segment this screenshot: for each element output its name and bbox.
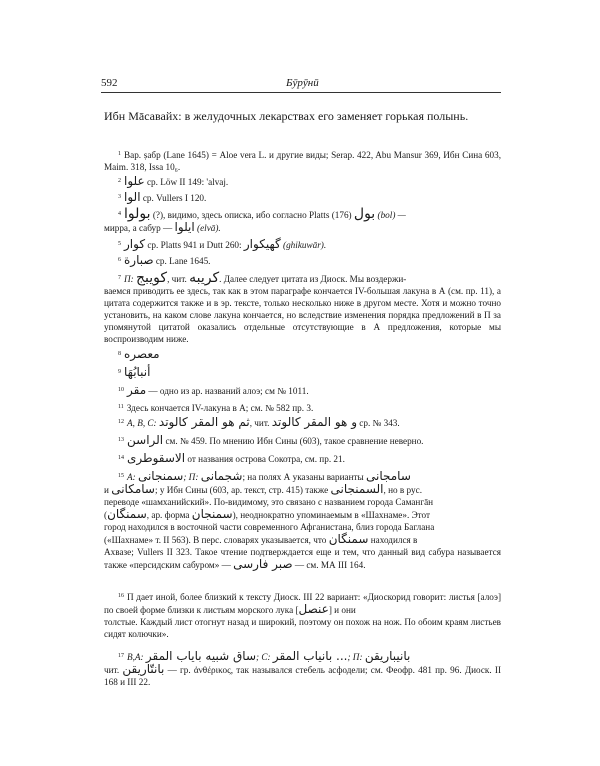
footnote-14: $^{14}$ الاسقوطرى от названия острова Сокотра, см. пр. 21.: [118, 451, 345, 465]
footnote-1-text: Вар. ṣабр (Lane 1645) = Aloe vera L. и другие виды; Serap. 422, Abu Mansur 369, Ибн Сина 603, Maim. 318, Issa 10₆.: [104, 150, 501, 172]
footnote-10: $^{10}$ مقر — одно из ар. названий алоэ; см № 1011.: [118, 383, 309, 397]
footnote-11: $^{11}$ Здесь кончается IV-лакуна в А; см. № 582 пр. 3.: [118, 403, 314, 413]
footnote-2-arabic: علوا: [124, 174, 145, 188]
footnote-17: $^{17}$ В,А: ساق شبيه باياب المقر; С: ... بانياب المقر; П: بانيباريقن чит. بانتّاريقن — гр. ἀνθέρικος, так назывался стебель асфодели; см. Феофр. 481 пр. 96. Диоск. II 168 и III 22.: [104, 649, 502, 687]
footnote-1: $^1$ Вар. ṣабр (Lane 1645) = Aloe vera L. и другие виды; Serap. 422, Abu Mansur 369, Ибн Сина 603, Maim. 318, Issa 10₆.: [104, 150, 501, 172]
page-header: [101, 77, 501, 91]
footnote-2: $^2$ علوا ср. Löw II 149: 'alvaj.: [118, 174, 229, 188]
page-number: 592: [101, 77, 118, 89]
footnote-5: $^5$ كوار ср. Platts 941 и Dutt 260: گهيكوار (ghikuwār).: [118, 237, 327, 251]
header-rule: [101, 92, 501, 93]
footnote-16: $^{16}$ П дает иной, более близкий к тексту Диоск. III 22 вариант: «Диоскорид говорит: листья [алоэ] по своей форме близки к листьям морского лука [عنصل] и они толстые. Каждый лист отогнут назад и широкий, поэтому он похож на нож. По обоим краям листьев сидят колючки».: [104, 592, 501, 639]
footnote-7: $^7$ П: كويبج, чит. كريبه. Далее следует цитата из Диоск. Мы воздержи- ваемся приводить ее здесь, так как в этом параграфе кончается IV-большая лакуна в А (см. пр. 11), а цитата содержится также и в эр. тексте, только несколько ниже в другом месте. Хотя и можно точно установить, на каком слове лакуна кончается, но вследствие изменения порядка предложений в П за упомянутой цитатой оказались отдельные отсутствующие в А предложения, которые мы воспроизводим ниже.: [104, 270, 501, 344]
footnote-7-body: ваемся приводить ее здесь, так как в этом параграфе кончается IV-большая лакуна в А (см. пр. 11), а цитата содержится также и в эр. тексте, только несколько ниже в другом месте. Хотя и можно точно установить, на каком слове лакуна кончается, но вследствие изменения порядка предложений в П за упомянутой цитатой оказались отдельные отсутствующие в А предложения, которые мы воспроизводим ниже.: [104, 286, 501, 344]
footnote-4: $^4$ بولوا (?), видимо, здесь описка, ибо согласно Platts (176) بول (bol) — мирра, а сабур — ايلوا (elvā).: [104, 206, 406, 234]
footnote-8: $^8$ معصره: [118, 347, 160, 361]
footnote-3-arabic: الوا: [124, 190, 141, 204]
footnote-9: $^9$ أنبابُهَا: [118, 365, 151, 379]
footnote-12: $^{12}$ А, В, С: ثم هو المقر كالوتد, чит. و هو المقر كالوتد ср. № 343.: [118, 415, 400, 429]
main-paragraph: Ибн Мāсавайх: в желудочных лекарствах его заменяет горькая полынь.: [104, 109, 469, 123]
running-title: Бӯрӯнӣ: [286, 77, 319, 89]
footnote-3: $^3$ الوا ср. Vullers I 120.: [118, 190, 207, 204]
footnote-6: $^6$ صبارة ср. Lane 1645.: [118, 253, 211, 267]
footnote-15: $^{15}$ А: سمنجانى; П: شجمانى; на полях А указаны варианты سامجانى и سامكانى; у Ибн Сины (603, ар. текст, стр. 415) также السمنجانى, но в рус. переводе «шамханийский». По-видимому, это связано с названием города Самангāн (سمنگان, ар. форма سمنجان), неоднократно упоминаемым в «Шахнаме». Этот город находился в восточной части современного Афганистана, близ города Баглана («Шахнаме» т. II 563). В перс. словарях указывается, что سمنگان находился в Ахвазе; Vullers II 323. Такое чтение подтверждается еще и тем, что данный вид сабура называется также «персидским сабуром» — صبر فارسى — см. МА III 164.: [104, 469, 501, 571]
footnote-13: $^{13}$ الراسن см. № 459. По мнению Ибн Сины (603), такое сравнение неверно.: [118, 433, 424, 447]
